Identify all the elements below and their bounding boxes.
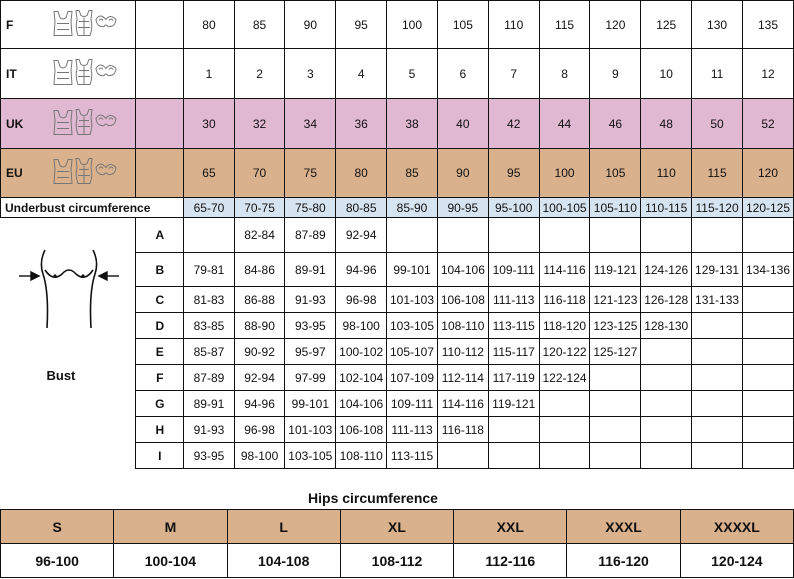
size-value-cell: 40 [437, 99, 488, 149]
bust-range-cell: 84-86 [234, 253, 285, 287]
bust-range-cell: 123-125 [590, 313, 641, 339]
size-value-cell: 38 [387, 99, 438, 149]
bust-range-cell [590, 218, 641, 253]
bust-range-cell: 92-94 [234, 365, 285, 391]
bust-range-cell: 93-95 [184, 443, 235, 469]
hips-size-cell: L [227, 510, 340, 544]
size-value-cell: 7 [488, 49, 539, 99]
bust-range-cell: 125-127 [590, 339, 641, 365]
underbust-value-cell: 115-120 [692, 198, 743, 218]
hips-size-cell: XXXL [567, 510, 680, 544]
size-value-cell: 3 [285, 49, 336, 99]
spacer-cell [136, 99, 184, 149]
bust-range-cell: 98-100 [234, 443, 285, 469]
hips-size-cell: M [114, 510, 227, 544]
size-value-cell: 85 [234, 1, 285, 49]
bust-range-cell [742, 417, 793, 443]
bust-range-cell: 116-118 [437, 417, 488, 443]
bust-range-cell [641, 417, 692, 443]
cup-letter: F [136, 365, 184, 391]
underbust-row [1, 198, 794, 218]
bust-range-cell: 104-106 [336, 391, 387, 417]
bust-range-cell: 104-106 [437, 253, 488, 287]
bust-range-cell: 91-93 [184, 417, 235, 443]
size-value-cell: 34 [285, 99, 336, 149]
bust-range-cell: 116-118 [539, 287, 590, 313]
size-value-cell: 1 [184, 49, 235, 99]
size-value-cell: 44 [539, 99, 590, 149]
size-value-cell: 110 [641, 149, 692, 198]
hips-sizes-row [1, 510, 794, 544]
bust-range-cell: 87-89 [285, 218, 336, 253]
size-value-cell: 105 [590, 149, 641, 198]
underbust-value-cell: 65-70 [184, 198, 235, 218]
bust-range-cell: 117-119 [488, 365, 539, 391]
size-value-cell: 11 [692, 49, 743, 99]
bust-range-cell [590, 443, 641, 469]
bust-range-cell [742, 339, 793, 365]
underbust-title: Underbust circumference [1, 198, 184, 218]
spacer-cell [136, 1, 184, 49]
bust-range-cell: 86-88 [234, 287, 285, 313]
system-label [1, 49, 136, 99]
size-value-cell: 32 [234, 99, 285, 149]
size-value-cell: 100 [387, 1, 438, 49]
bust-range-cell [539, 443, 590, 469]
cup-letter: G [136, 391, 184, 417]
size-value-cell: 4 [336, 49, 387, 99]
hips-size-cell: S [1, 510, 114, 544]
bust-range-cell [641, 391, 692, 417]
system-row-uk [1, 99, 794, 149]
garment-sketches-icon [50, 156, 120, 188]
hips-value-cell: 112-116 [454, 544, 567, 578]
bust-range-cell [387, 218, 438, 253]
size-value-cell: 100 [539, 149, 590, 198]
system-code: IT [6, 66, 17, 81]
size-value-cell: 75 [285, 149, 336, 198]
size-value-cell: 95 [336, 1, 387, 49]
hips-title: Hips circumference [308, 490, 438, 506]
bust-range-cell: 101-103 [285, 417, 336, 443]
hips-size-cell: XL [340, 510, 453, 544]
bust-range-cell: 94-96 [336, 253, 387, 287]
size-value-cell: 9 [590, 49, 641, 99]
bust-range-cell: 98-100 [336, 313, 387, 339]
underbust-value-cell: 70-75 [234, 198, 285, 218]
hips-value-cell: 108-112 [340, 544, 453, 578]
garment-sketches-icon [50, 56, 120, 88]
size-value-cell: 30 [184, 99, 235, 149]
bust-range-cell: 106-108 [437, 287, 488, 313]
system-label [1, 1, 136, 49]
cup-letter: E [136, 339, 184, 365]
size-value-cell: 2 [234, 49, 285, 99]
garment-sketches [50, 106, 120, 141]
bust-range-cell: 112-114 [437, 365, 488, 391]
bust-range-cell: 93-95 [285, 313, 336, 339]
system-code: F [6, 17, 14, 32]
bust-label: Bust [46, 368, 76, 383]
bust-range-cell: 103-105 [285, 443, 336, 469]
size-value-cell: 135 [742, 1, 793, 49]
bust-range-cell: 103-105 [387, 313, 438, 339]
bust-range-cell: 131-133 [692, 287, 743, 313]
bust-range-cell: 92-94 [336, 218, 387, 253]
bust-range-cell: 129-131 [692, 253, 743, 287]
bust-range-cell: 113-115 [387, 443, 438, 469]
size-value-cell: 130 [692, 1, 743, 49]
bust-range-cell: 114-116 [539, 253, 590, 287]
cup-letter: B [136, 253, 184, 287]
size-value-cell: 85 [387, 149, 438, 198]
bust-figure [17, 248, 121, 333]
size-value-cell: 65 [184, 149, 235, 198]
cup-letter: A [136, 218, 184, 253]
spacer-cell [136, 49, 184, 99]
underbust-value-cell: 95-100 [488, 198, 539, 218]
size-value-cell: 125 [641, 1, 692, 49]
bust-range-cell [742, 287, 793, 313]
size-value-cell: 110 [488, 1, 539, 49]
bust-range-cell: 120-122 [539, 339, 590, 365]
bust-range-cell [742, 391, 793, 417]
system-code: UK [6, 116, 24, 131]
size-value-cell: 80 [184, 1, 235, 49]
hips-value-cell: 116-120 [567, 544, 680, 578]
size-value-cell: 50 [692, 99, 743, 149]
garment-sketches [50, 156, 120, 191]
bust-range-cell [488, 443, 539, 469]
bust-range-cell [742, 443, 793, 469]
hips-value-cell: 96-100 [1, 544, 114, 578]
hips-value-cell: 100-104 [114, 544, 227, 578]
bust-range-cell: 99-101 [387, 253, 438, 287]
bust-range-cell [692, 365, 743, 391]
underbust-value-cell: 110-115 [641, 198, 692, 218]
bust-range-cell: 90-92 [234, 339, 285, 365]
bust-range-cell [488, 417, 539, 443]
bust-range-cell: 113-115 [488, 313, 539, 339]
size-value-cell: 6 [437, 49, 488, 99]
bust-range-cell [437, 443, 488, 469]
bust-range-cell [184, 218, 235, 253]
bust-range-cell: 109-111 [387, 391, 438, 417]
system-label [1, 99, 136, 149]
size-value-cell: 95 [488, 149, 539, 198]
spacer-cell [136, 149, 184, 198]
size-value-cell: 36 [336, 99, 387, 149]
bust-range-cell: 100-102 [336, 339, 387, 365]
bust-range-cell [742, 365, 793, 391]
size-value-cell: 115 [539, 1, 590, 49]
bust-range-cell: 110-112 [437, 339, 488, 365]
bust-range-cell: 111-113 [488, 287, 539, 313]
bust-range-cell: 82-84 [234, 218, 285, 253]
hips-value-cell: 120-124 [680, 544, 793, 578]
bust-range-cell: 102-104 [336, 365, 387, 391]
underbust-value-cell: 75-80 [285, 198, 336, 218]
size-value-cell: 120 [590, 1, 641, 49]
bust-range-cell [590, 417, 641, 443]
bust-range-cell: 119-121 [590, 253, 641, 287]
hips-size-cell: XXXXL [680, 510, 793, 544]
underbust-value-cell: 100-105 [539, 198, 590, 218]
system-row-f [1, 1, 794, 49]
size-value-cell: 42 [488, 99, 539, 149]
bust-range-cell: 105-107 [387, 339, 438, 365]
bust-range-cell: 114-116 [437, 391, 488, 417]
bust-range-cell [742, 313, 793, 339]
size-value-cell: 52 [742, 99, 793, 149]
size-value-cell: 8 [539, 49, 590, 99]
bust-range-cell: 96-98 [336, 287, 387, 313]
system-label [1, 149, 136, 198]
hips-table [0, 509, 794, 578]
bust-range-cell: 111-113 [387, 417, 438, 443]
bust-range-cell [590, 365, 641, 391]
size-value-cell: 46 [590, 99, 641, 149]
cup-letter: I [136, 443, 184, 469]
bust-range-cell: 81-83 [184, 287, 235, 313]
bust-range-cell [590, 391, 641, 417]
garment-sketches [50, 7, 120, 42]
bust-range-cell: 106-108 [336, 417, 387, 443]
cup-letter: C [136, 287, 184, 313]
bust-range-cell: 134-136 [742, 253, 793, 287]
bust-range-cell [641, 365, 692, 391]
bust-range-cell: 96-98 [234, 417, 285, 443]
bust-illustration-cell [1, 218, 136, 469]
size-value-cell: 120 [742, 149, 793, 198]
bust-range-cell [641, 339, 692, 365]
bust-range-cell [742, 218, 793, 253]
garment-sketches-icon [50, 7, 120, 39]
size-value-cell: 105 [437, 1, 488, 49]
bust-range-cell: 128-130 [641, 313, 692, 339]
bust-range-cell [437, 218, 488, 253]
bust-range-cell: 89-91 [285, 253, 336, 287]
underbust-value-cell: 105-110 [590, 198, 641, 218]
bust-range-cell: 118-120 [539, 313, 590, 339]
bust-range-cell: 88-90 [234, 313, 285, 339]
size-value-cell: 48 [641, 99, 692, 149]
size-value-cell: 90 [285, 1, 336, 49]
hips-values-row [1, 544, 794, 578]
bust-range-cell: 85-87 [184, 339, 235, 365]
underbust-value-cell: 90-95 [437, 198, 488, 218]
system-row-eu [1, 149, 794, 198]
bust-range-cell: 95-97 [285, 339, 336, 365]
bust-range-cell: 124-126 [641, 253, 692, 287]
bust-range-cell [539, 391, 590, 417]
bust-range-cell: 121-123 [590, 287, 641, 313]
bust-range-cell: 101-103 [387, 287, 438, 313]
bust-range-cell: 97-99 [285, 365, 336, 391]
bust-range-cell [692, 417, 743, 443]
cup-letter: H [136, 417, 184, 443]
size-value-cell: 5 [387, 49, 438, 99]
bust-range-cell [539, 218, 590, 253]
bust-range-cell [692, 218, 743, 253]
bust-range-cell: 89-91 [184, 391, 235, 417]
bust-range-cell [539, 417, 590, 443]
underbust-value-cell: 120-125 [742, 198, 793, 218]
bust-range-cell: 108-110 [437, 313, 488, 339]
underbust-value-cell: 85-90 [387, 198, 438, 218]
garment-sketches-icon [50, 106, 120, 138]
size-value-cell: 70 [234, 149, 285, 198]
bust-range-cell: 122-124 [539, 365, 590, 391]
bust-range-cell: 119-121 [488, 391, 539, 417]
cup-letter: D [136, 313, 184, 339]
bust-figure-icon [17, 248, 121, 330]
bust-range-cell [692, 391, 743, 417]
bust-range-cell: 99-101 [285, 391, 336, 417]
bust-range-cell [641, 443, 692, 469]
hips-value-cell: 104-108 [227, 544, 340, 578]
system-code: EU [6, 166, 23, 180]
bust-range-cell [488, 218, 539, 253]
size-value-cell: 115 [692, 149, 743, 198]
bust-range-cell [641, 218, 692, 253]
bust-range-cell: 87-89 [184, 365, 235, 391]
bust-range-cell: 107-109 [387, 365, 438, 391]
size-value-cell: 80 [336, 149, 387, 198]
hips-size-cell: XXL [454, 510, 567, 544]
bust-range-cell: 115-117 [488, 339, 539, 365]
bust-range-cell: 91-93 [285, 287, 336, 313]
bust-range-cell [692, 443, 743, 469]
cup-row-a [1, 218, 794, 253]
size-value-cell: 90 [437, 149, 488, 198]
bust-range-cell [692, 339, 743, 365]
bust-range-cell: 94-96 [234, 391, 285, 417]
size-value-cell: 10 [641, 49, 692, 99]
bust-range-cell: 83-85 [184, 313, 235, 339]
bust-range-cell: 126-128 [641, 287, 692, 313]
bust-range-cell: 109-111 [488, 253, 539, 287]
bust-range-cell: 79-81 [184, 253, 235, 287]
underbust-value-cell: 80-85 [336, 198, 387, 218]
bust-range-cell [692, 313, 743, 339]
system-row-it [1, 49, 794, 99]
size-value-cell: 12 [742, 49, 793, 99]
garment-sketches [50, 56, 120, 91]
bust-range-cell: 108-110 [336, 443, 387, 469]
